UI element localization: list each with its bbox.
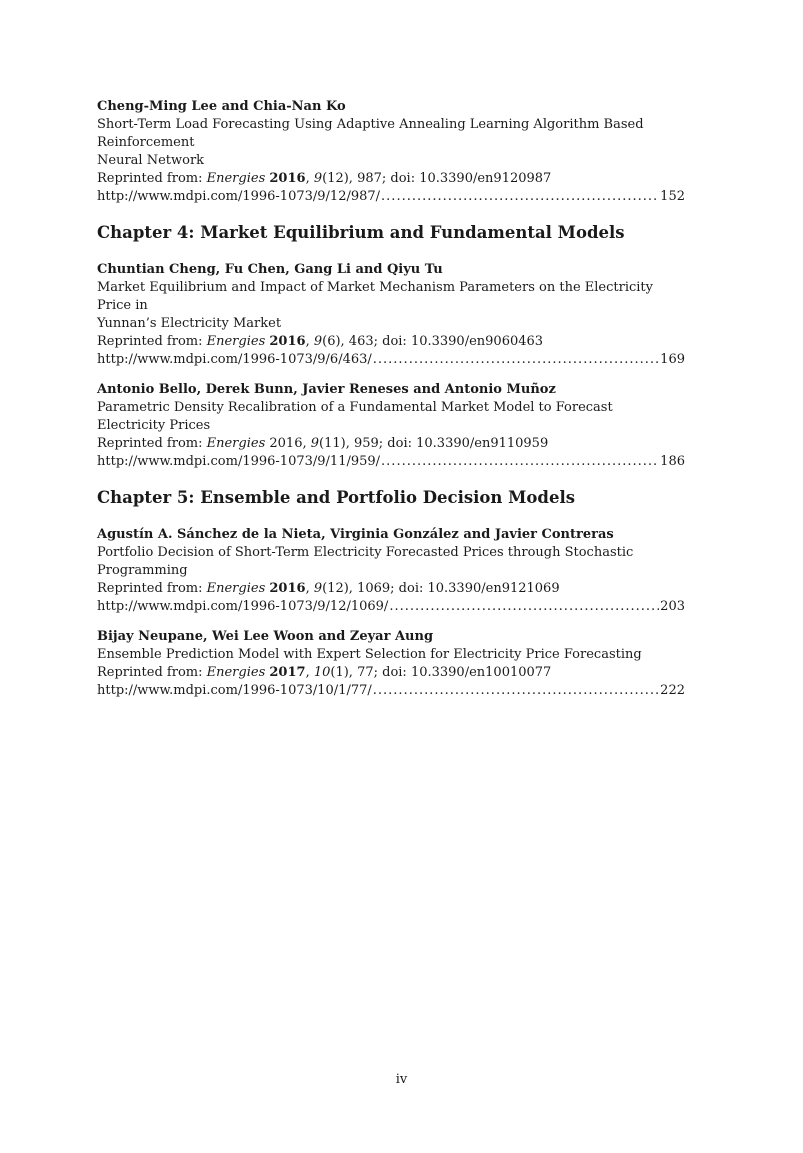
entry-authors: Chuntian Cheng, Fu Chen, Gang Li and Qiyu Tu: [97, 262, 443, 277]
entry-reprint: Reprinted from: Energies 2016, 9(12), 1069; doi: 10.3390/en9121069: [97, 581, 560, 596]
entry-title-line: Short-Term Load Forecasting Using Adaptive Annealing Learning Algorithm Based Reinforcement: [97, 117, 644, 150]
entry-title-line: Parametric Density Recalibration of a Fundamental Market Model to Forecast Electricity Prices: [97, 400, 613, 433]
journal-name: Energies: [206, 171, 266, 186]
journal-year: 2016: [269, 334, 306, 349]
entry-title-line: Portfolio Decision of Short-Term Electricity Forecasted Prices through Stochastic Programming: [97, 545, 634, 578]
journal-name: Energies: [206, 665, 266, 680]
entry-title-line: Yunnan’s Electricity Market: [97, 316, 282, 331]
entry-page-number: 186: [660, 454, 685, 469]
entry-url-line: [97, 351, 685, 369]
entry-url-line: [97, 598, 685, 616]
journal-volume: 9: [313, 334, 323, 349]
chapter-heading: Chapter 5: Ensemble and Portfolio Decision Models: [97, 488, 576, 507]
journal-volume: 9: [313, 171, 323, 186]
entry-title-line: Market Equilibrium and Impact of Market Mechanism Parameters on the Electricity Price in: [97, 280, 653, 313]
entry-url-line: [97, 188, 685, 206]
entry-title-line: Ensemble Prediction Model with Expert Selection for Electricity Price Forecasting: [97, 647, 642, 662]
dot-leader: [373, 682, 659, 700]
entry-url[interactable]: http://www.mdpi.com/1996-1073/9/12/987/: [97, 189, 381, 204]
entry-reprint: Reprinted from: Energies 2016, 9(11), 959; doi: 10.3390/en9110959: [97, 436, 549, 451]
entry-authors: Antonio Bello, Derek Bunn, Javier Reneses and Antonio Muñoz: [97, 382, 556, 397]
toc-entry: [97, 526, 685, 616]
journal-year: 2016: [269, 581, 306, 596]
dot-leader: [381, 188, 659, 206]
dot-leader: [381, 453, 659, 471]
entry-authors: Agustín A. Sánchez de la Nieta, Virginia González and Javier Contreras: [97, 527, 614, 542]
entry-url-line: [97, 682, 685, 700]
entry-url[interactable]: http://www.mdpi.com/1996-1073/9/12/1069/: [97, 599, 389, 614]
entry-authors: Bijay Neupane, Wei Lee Woon and Zeyar Aung: [97, 629, 434, 644]
entry-page-number: 222: [660, 683, 685, 698]
page-number-footer: iv: [395, 1072, 408, 1087]
chapter-heading: Chapter 4: Market Equilibrium and Fundamental Models: [97, 223, 625, 242]
toc-entry: [97, 261, 685, 369]
table-of-contents: [97, 98, 685, 700]
entry-title-line: Neural Network: [97, 153, 205, 168]
journal-year: 2016: [269, 171, 306, 186]
entry-reprint: Reprinted from: Energies 2017, 10(1), 77; doi: 10.3390/en10010077: [97, 665, 552, 680]
entry-reprint: Reprinted from: Energies 2016, 9(12), 987; doi: 10.3390/en9120987: [97, 171, 552, 186]
journal-name: Energies: [206, 334, 266, 349]
entry-page-number: 203: [660, 599, 685, 614]
toc-entry: [97, 381, 685, 471]
entry-url-line: [97, 453, 685, 471]
entry-url[interactable]: http://www.mdpi.com/1996-1073/10/1/77/: [97, 683, 372, 698]
entry-authors: Cheng-Ming Lee and Chia-Nan Ko: [97, 99, 346, 114]
toc-entry: [97, 98, 685, 206]
journal-volume: 9: [313, 581, 323, 596]
journal-name: Energies: [206, 581, 266, 596]
entry-page-number: 152: [660, 189, 685, 204]
entry-page-number: 169: [660, 352, 685, 367]
journal-year: 2016,: [269, 436, 311, 451]
journal-name: Energies: [206, 436, 266, 451]
journal-volume: 10: [313, 665, 331, 680]
entry-url[interactable]: http://www.mdpi.com/1996-1073/9/6/463/: [97, 352, 372, 367]
dot-leader: [389, 598, 659, 616]
entry-url[interactable]: http://www.mdpi.com/1996-1073/9/11/959/: [97, 454, 381, 469]
entry-reprint: Reprinted from: Energies 2016, 9(6), 463; doi: 10.3390/en9060463: [97, 334, 544, 349]
journal-volume: 9: [310, 436, 320, 451]
dot-leader: [373, 351, 659, 369]
journal-year: 2017: [269, 665, 306, 680]
toc-entry: [97, 628, 685, 700]
